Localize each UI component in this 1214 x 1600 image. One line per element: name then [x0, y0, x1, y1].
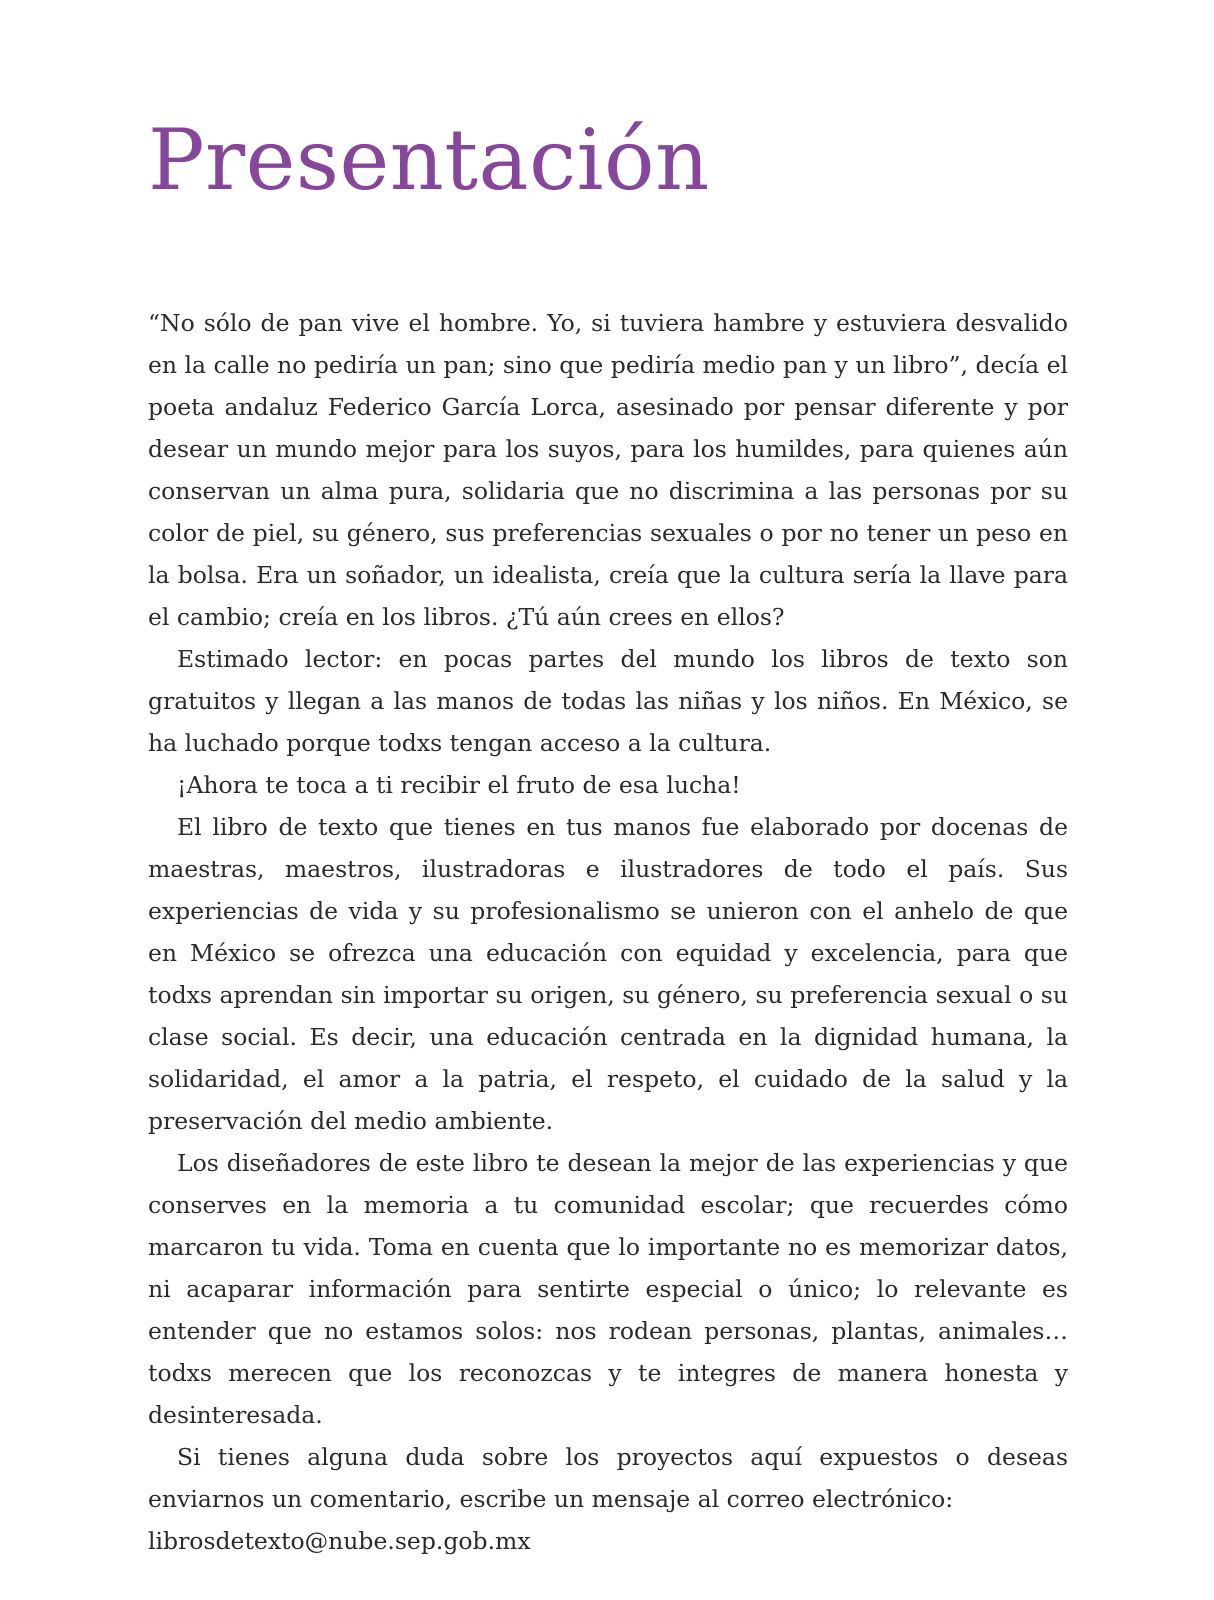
paragraph-libro-de-texto: El libro de texto que tienes en tus manos fue elaborado por docenas de maestras, maestros, ilustradoras e ilustradores de todo el país. Sus experiencias de vida y su profesionalismo se unieron con el anhelo de que en México se ofrezca una educación con equidad y excelencia, para que todxs aprendan sin importar su origen, su género, su preferencia sexual o su clase social. Es decir, una educación centrada en la dignidad humana, la solidaridad, el amor a la patria, el respeto, el cuidado de la salud y la preservación del medio ambiente. [148, 813, 1068, 1135]
body-text [148, 302, 1068, 1562]
paragraph-estimado-lector: Estimado lector: en pocas partes del mundo los libros de texto son gratuitos y llegan a las manos de todas las niñas y los niños. En México, se ha luchado porque todxs tengan acceso a la cultura. [148, 645, 1068, 757]
paragraph-ahora: ¡Ahora te toca a ti recibir el fruto de esa lucha! [177, 771, 741, 799]
contact-email: librosdetexto@nube.sep.gob.mx [148, 1527, 531, 1555]
paragraph-quote: “No sólo de pan vive el hombre. Yo, si tuviera hambre y estuviera desvalido en la calle no pediría un pan; sino que pediría medio pan y un libro”, decía el poeta andaluz Federico García Lorca, asesinado por pensar diferente y por desear un mundo mejor para los suyos, para los humildes, para quienes aún conservan un alma pura, solidaria que no discrimina a las personas por su color de piel, su género, sus preferencias sexuales o por no tener un peso en la bolsa. Era un soñador, un idealista, creía que la cultura sería la llave para el cambio; creía en los libros. ¿Tú aún crees en ellos? [148, 309, 1068, 631]
paragraph-disenadores: Los diseñadores de este libro te desean la mejor de las experiencias y que conserves en la memoria a tu comunidad escolar; que recuerdes cómo marcaron tu vida. Toma en cuenta que lo importante no es memorizar datos, ni acaparar información para sentirte especial o único; lo relevante es entender que no estamos solos: nos rodean personas, plantas, animales… todxs merecen que los reconozcas y te integres de manera honesta y desinteresada. [148, 1149, 1068, 1429]
page-title: Presentación [148, 111, 710, 209]
paragraph-contacto: Si tienes alguna duda sobre los proyectos aquí expuestos o deseas enviarnos un comentario, escribe un mensaje al correo electrónico: [148, 1443, 1068, 1513]
